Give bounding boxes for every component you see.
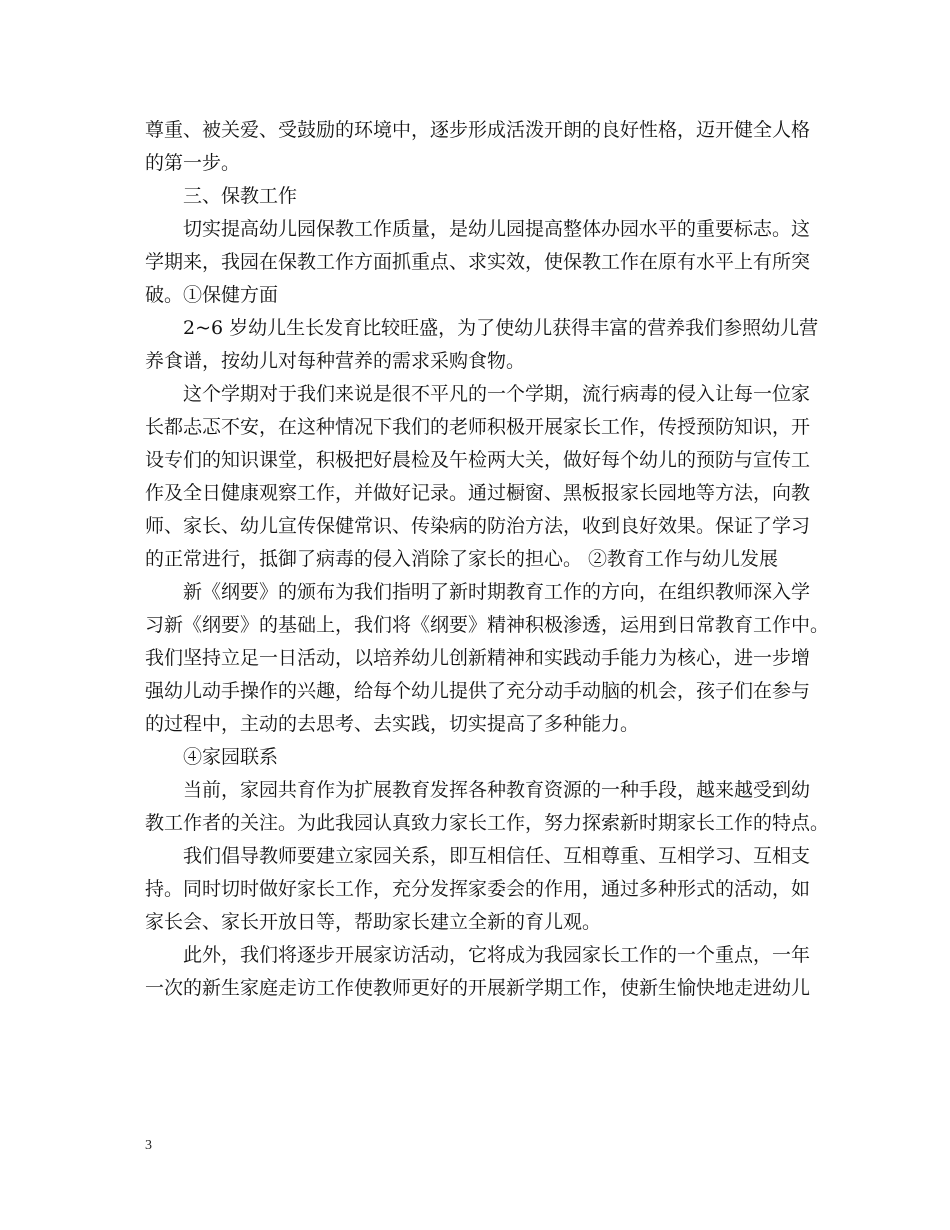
text-line: 破。①保健方面 [145,284,279,306]
text-line: 习新《纲要》的基础上，我们将《纲要》精神积极渗透，运用到日常教育工作中。 [145,614,830,636]
text-line: 的第一步。 [145,152,241,174]
text-line: 长都忐忑不安，在这种情况下我们的老师积极开展家长工作，传授预防知识，开 [145,416,811,438]
text-line: 2~6 岁幼儿生长发育比较旺盛，为了使幼儿获得丰富的营养我们参照幼儿营 [183,317,819,339]
text-line: 三、保教工作 [183,185,298,207]
text-line: 一次的新生家庭走访工作使教师更好的开展新学期工作，使新生愉快地走进幼儿 [145,977,811,999]
body-text [145,114,830,1005]
text-line: 的正常进行，抵御了病毒的侵入消除了家长的担心。 ②教育工作与幼儿发展 [145,548,779,570]
text-line: 强幼儿动手操作的兴趣，给每个幼儿提供了充分动手动脑的机会，孩子们在参与 [145,680,811,702]
text-line: 此外，我们将逐步开展家访活动，它将成为我园家长工作的一个重点，一年 [183,944,811,966]
text-line: 设专们的知识课堂，积极把好晨检及午检两大关，做好每个幼儿的预防与宣传工 [145,449,811,471]
text-line: 养食谱，按幼儿对每种营养的需求采购食物。 [145,350,526,372]
text-line: 新《纲要》的颁布为我们指明了新时期教育工作的方向，在组织教师深入学 [183,581,811,603]
text-line: ④家园联系 [183,746,279,768]
text-line: 学期来，我园在保教工作方面抓重点、求实效，使保教工作在原有水平上有所突 [145,251,811,273]
text-line: 我们倡导教师要建立家园关系，即互相信任、互相尊重、互相学习、互相支 [183,845,811,867]
text-line: 切实提高幼儿园保教工作质量，是幼儿园提高整体办园水平的重要标志。这 [183,218,811,240]
text-line: 家长会、家长开放日等，帮助家长建立全新的育儿观。 [145,911,602,933]
text-line: 的过程中，主动的去思考、去实践，切实提高了多种能力。 [145,713,640,735]
text-line: 我们坚持立足一日活动，以培养幼儿创新精神和实践动手能力为核心，进一步增 [145,647,811,669]
text-line: 尊重、被关爱、受鼓励的环境中，逐步形成活泼开朗的良好性格，迈开健全人格 [145,119,811,141]
text-line: 持。同时切时做好家长工作，充分发挥家委会的作用，通过多种形式的活动，如 [145,878,811,900]
page-number: 3 [145,1138,152,1153]
text-line: 教工作者的关注。为此我园认真致力家长工作，努力探索新时期家长工作的特点。 [145,812,830,834]
text-line: 这个学期对于我们来说是很不平凡的一个学期，流行病毒的侵入让每一位家 [183,383,811,405]
text-line: 作及全日健康观察工作，并做好记录。通过橱窗、黑板报家长园地等方法，向教 [145,482,811,504]
text-line: 当前，家园共育作为扩展教育发挥各种教育资源的一种手段，越来越受到幼 [183,779,811,801]
text-line: 师、家长、幼儿宣传保健常识、传染病的防治方法，收到良好效果。保证了学习 [145,515,811,537]
